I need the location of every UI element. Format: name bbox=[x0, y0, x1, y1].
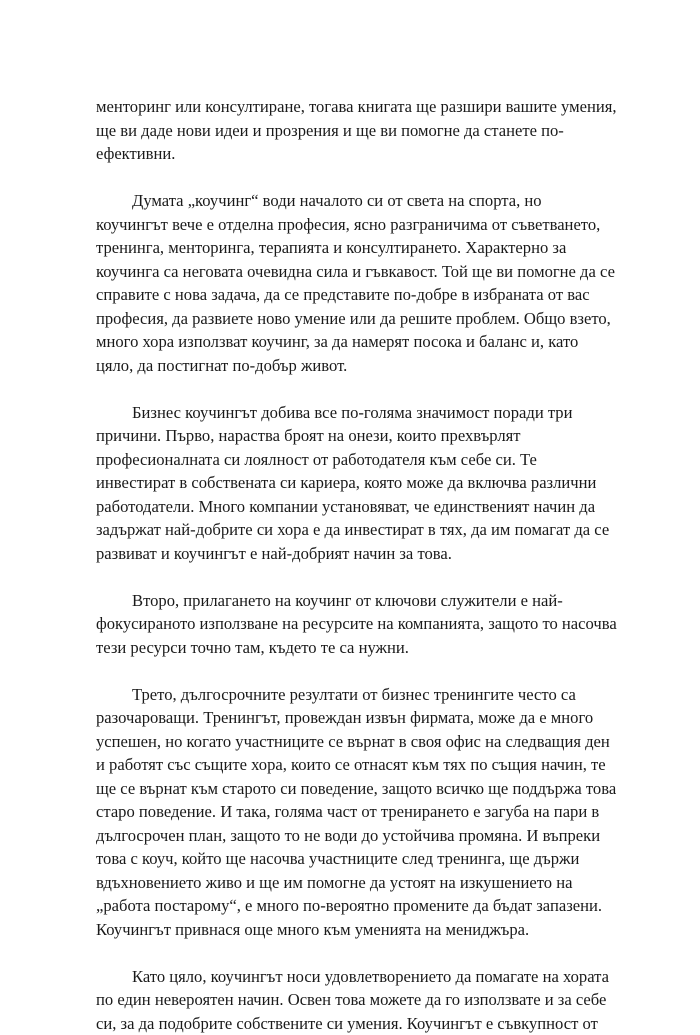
text-line: Трето, дългосрочните резултати от бизнес тренингите често са bbox=[96, 683, 601, 707]
text-line: успешен, но когато участниците се върнат в своя офис на следващия ден bbox=[96, 730, 601, 754]
text-line: „работа постарому“, е много по-вероятно промените да бъдат запазени. bbox=[96, 894, 601, 918]
text-line: Второ, прилагането на коучинг от ключови служители е най- bbox=[96, 589, 601, 613]
text-line: цяло, да постигнат по-добър живот. bbox=[96, 354, 601, 378]
text-line: тренинга, менторинга, терапията и консултирането. Характерно за bbox=[96, 236, 601, 260]
text-line: фокусираното използване на ресурсите на компанията, защото то насочва bbox=[96, 612, 601, 636]
text-line: това с коуч, който ще насочва участниците след тренинга, ще държи bbox=[96, 847, 601, 871]
text-line: по един невероятен начин. Освен това можете да го използвате и за себе bbox=[96, 988, 601, 1012]
paragraph-gap bbox=[96, 565, 601, 589]
text-line: справите с нова задача, да се представите по-добре в избраната от вас bbox=[96, 283, 601, 307]
text-line: инвестират в собствената си кариера, която може да включва различни bbox=[96, 471, 601, 495]
text-line: причини. Първо, нараства броят на онези, които прехвърлят bbox=[96, 424, 601, 448]
text-line: и работят със същите хора, които се отнасят към тях по същия начин, те bbox=[96, 753, 601, 777]
text-line: професия, да развиете ново умение или да решите проблем. Общо взето, bbox=[96, 307, 601, 331]
text-line: старо поведение. И така, голяма част от тренирането е загуба на пари в bbox=[96, 800, 601, 824]
body-text bbox=[96, 95, 601, 1035]
text-line: Коучингът привнася още много към уменията на мениджъра. bbox=[96, 918, 601, 942]
text-line: дългосрочен план, защото то не води до устойчива промяна. И въпреки bbox=[96, 824, 601, 848]
text-line: вдъхновението живо и ще им помогне да устоят на изкушението на bbox=[96, 871, 601, 895]
text-line: много хора използват коучинг, за да намерят посока и баланс и, като bbox=[96, 330, 601, 354]
text-line: работодатели. Много компании установяват, че единственият начин да bbox=[96, 495, 601, 519]
paragraph-gap bbox=[96, 377, 601, 401]
text-line: разочароващи. Тренингът, провеждан извън фирмата, може да е много bbox=[96, 706, 601, 730]
text-line: Като цяло, коучингът носи удовлетворението да помагате на хората bbox=[96, 965, 601, 989]
text-line: Думата „коучинг“ води началото си от света на спорта, но bbox=[96, 189, 601, 213]
paragraph-gap bbox=[96, 941, 601, 965]
text-line: развиват и коучингът е най-добрият начин за това. bbox=[96, 542, 601, 566]
text-line: тези ресурси точно там, където те са нужни. bbox=[96, 636, 601, 660]
text-line: си, за да подобрите собствените си умения. Коучингът е съвкупност от bbox=[96, 1012, 601, 1035]
text-line: задържат най-добрите си хора е да инвестират в тях, да им помагат да се bbox=[96, 518, 601, 542]
paragraph-gap bbox=[96, 166, 601, 190]
text-line: коучингът вече е отделна професия, ясно разграничима от съветването, bbox=[96, 213, 601, 237]
text-line: ефективни. bbox=[96, 142, 601, 166]
text-line: ще ви даде нови идеи и прозрения и ще ви помогне да станете по- bbox=[96, 119, 601, 143]
text-line: професионалната си лоялност от работодателя към себе си. Те bbox=[96, 448, 601, 472]
text-line: менторинг или консултиране, тогава книгата ще разшири вашите умения, bbox=[96, 95, 601, 119]
text-line: Бизнес коучингът добива все по-голяма значимост поради три bbox=[96, 401, 601, 425]
text-line: ще се върнат към старото си поведение, защото всичко ще поддържа това bbox=[96, 777, 601, 801]
text-line: коучинга са неговата очевидна сила и гъвкавост. Той ще ви помогне да се bbox=[96, 260, 601, 284]
paragraph-gap bbox=[96, 659, 601, 683]
